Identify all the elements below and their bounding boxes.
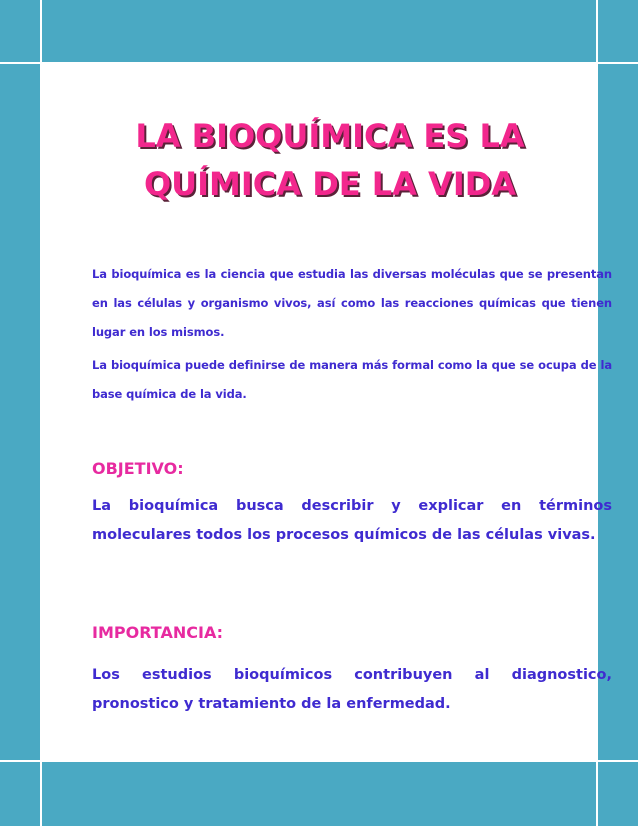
importance-heading: IMPORTANCIA:	[92, 623, 224, 642]
document-title	[64, 112, 596, 208]
frame-line	[0, 760, 638, 762]
frame-line	[40, 0, 42, 826]
definition-paragraph: La bioquímica puede definirse de manera más formal como la que se ocupa de la base química de la vida.	[92, 358, 612, 401]
page-border-top	[0, 0, 638, 62]
objective-text: La bioquímica busca describir y explicar en términos moleculares todos los procesos químicos de las células vivas.	[92, 498, 612, 543]
title-line-2: QUÍMICA DE LA VIDA	[143, 165, 517, 203]
intro-paragraph: La bioquímica es la ciencia que estudia las diversas moléculas que se presentan en las células y organismo vivos, así como las reacciones químicas que tienen lugar en los mismos.	[92, 267, 612, 339]
importance-text: Los estudios bioquímicos contribuyen al diagnostico, pronostico y tratamiento de la enfermedad.	[92, 667, 612, 712]
objective-heading: OBJETIVO:	[92, 459, 184, 478]
page-border-left	[0, 0, 40, 826]
page-border-bottom	[0, 762, 638, 826]
document-page	[64, 64, 612, 760]
title-line-1: LA BIOQUÍMICA ES LA	[135, 117, 525, 155]
